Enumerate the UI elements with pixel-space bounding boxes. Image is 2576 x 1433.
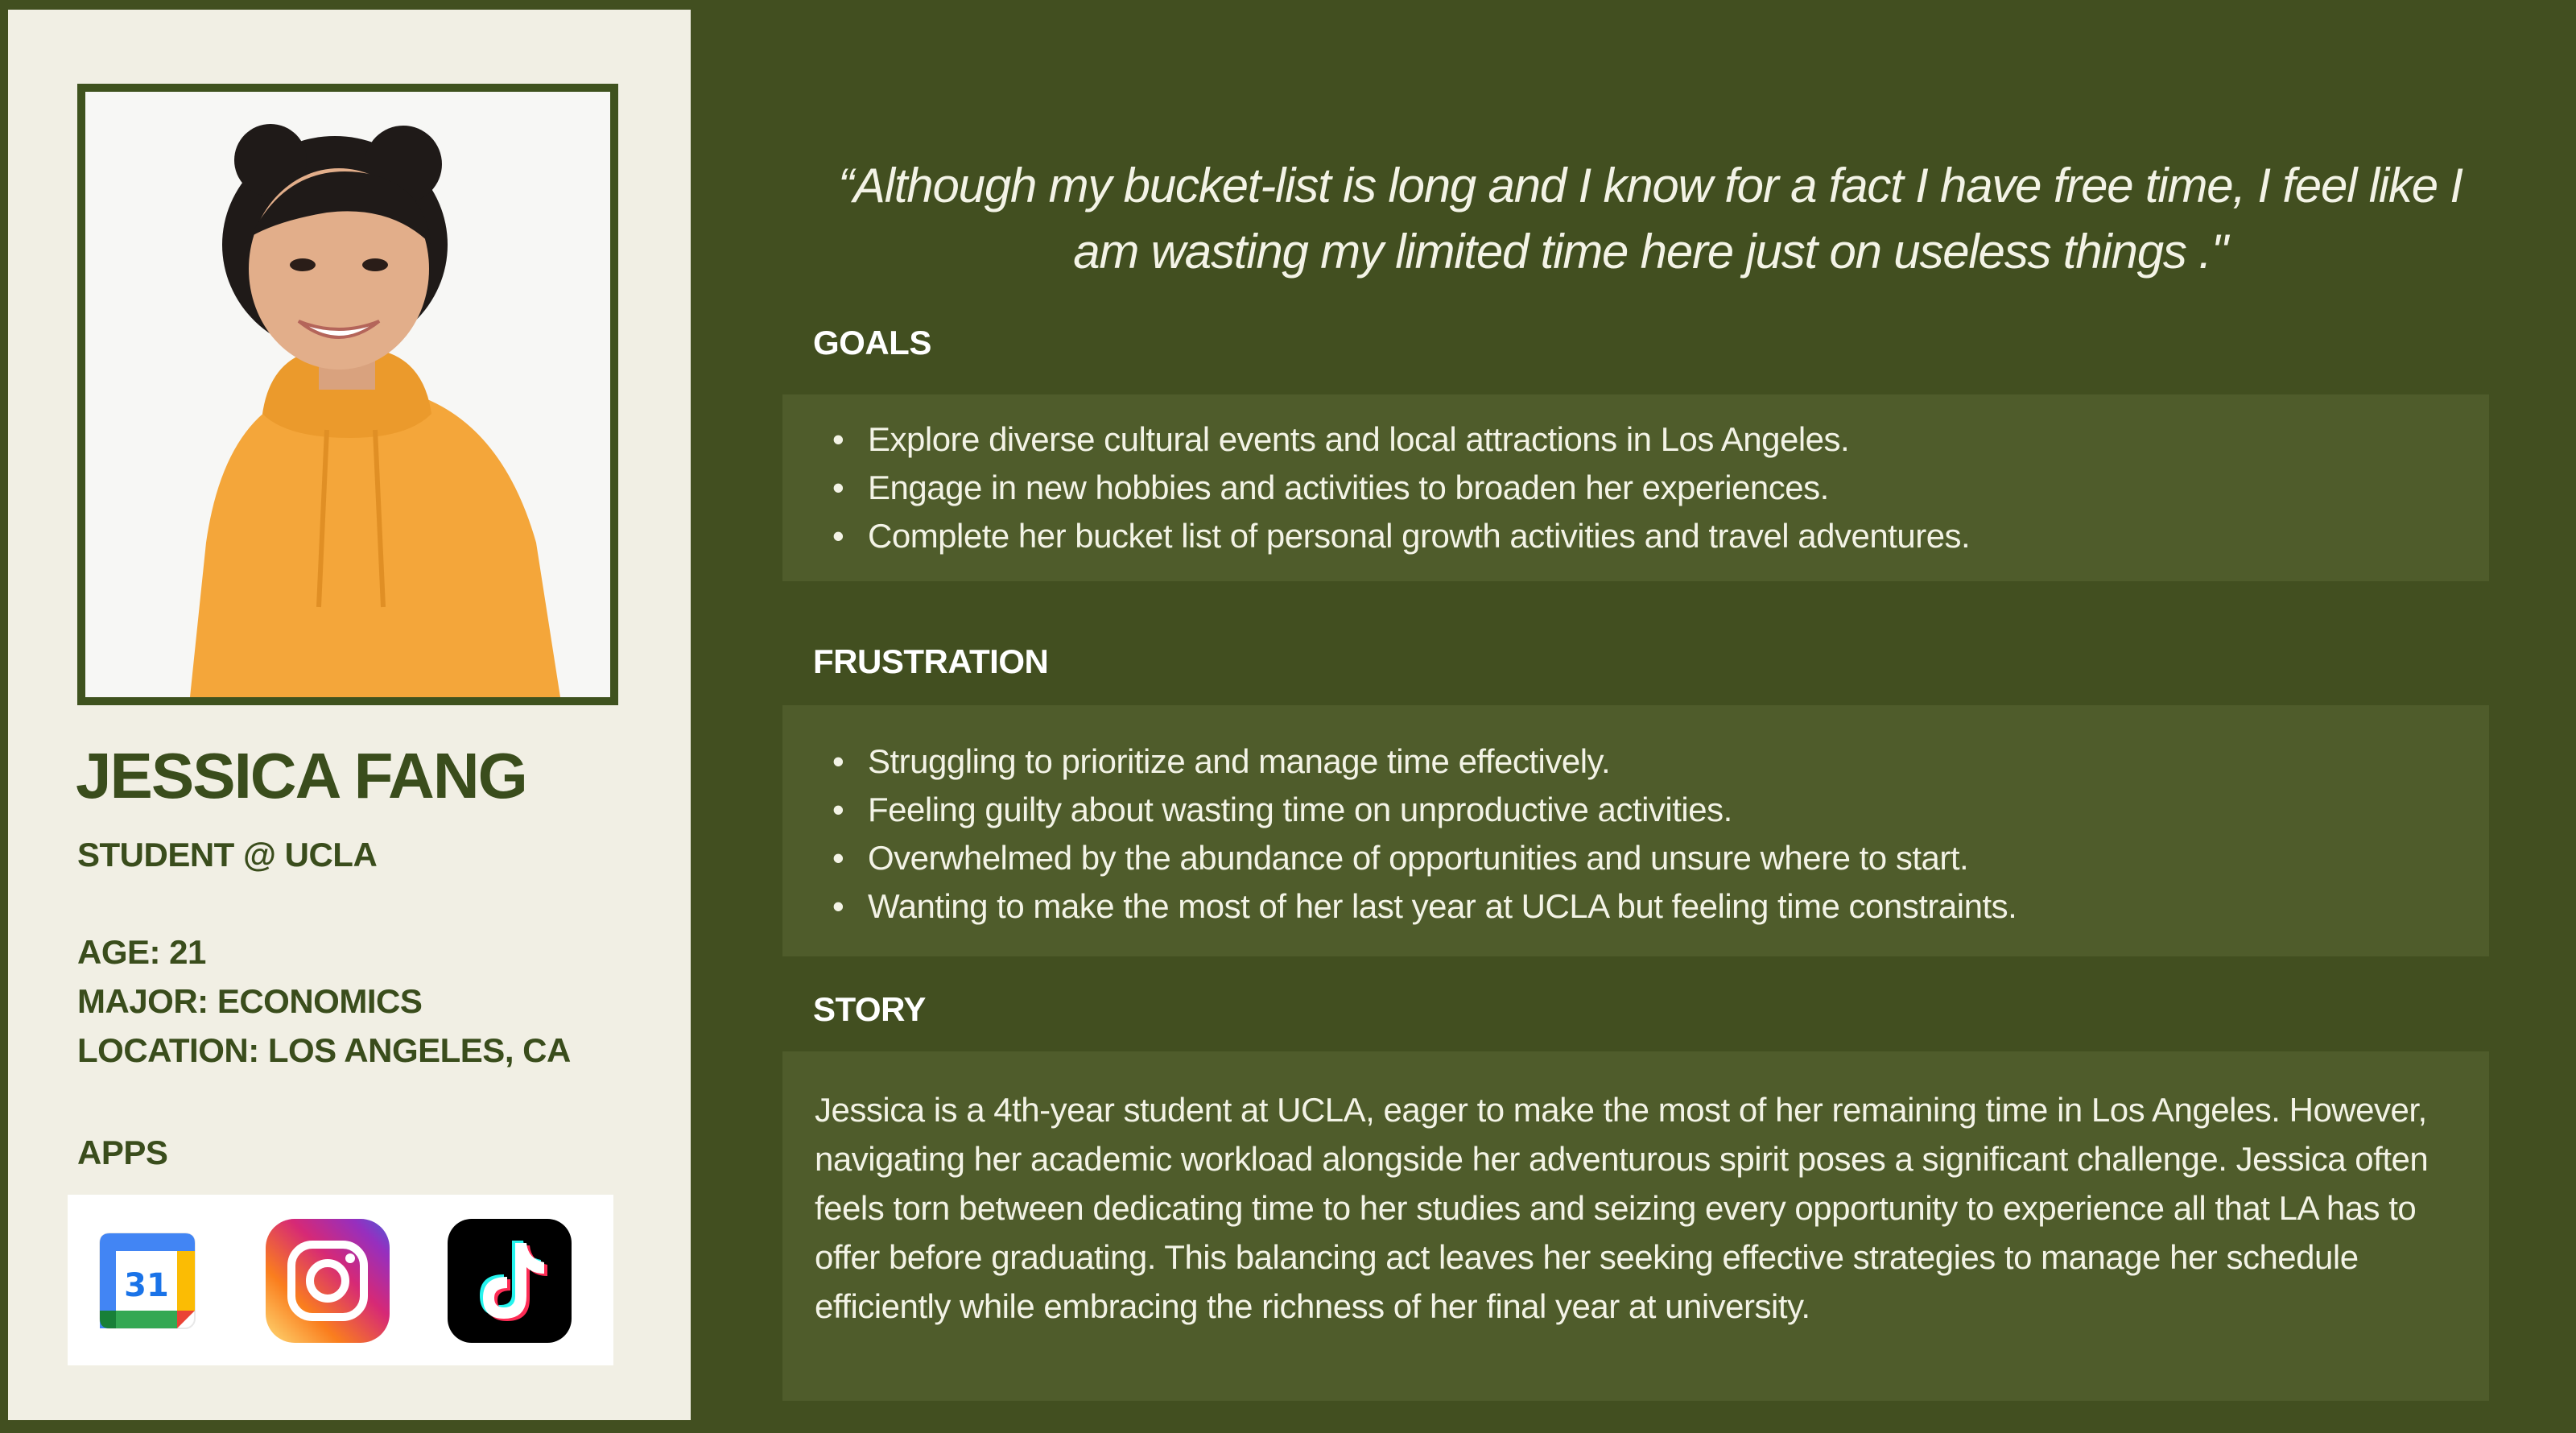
instagram-icon: [266, 1219, 390, 1343]
goals-list: [782, 394, 2489, 560]
story-box: [782, 1051, 2489, 1401]
list-item: • Feeling guilty about wasting time on unproductive activities.: [782, 786, 2489, 834]
goals-heading: GOALS: [813, 324, 931, 361]
persona-age: AGE: 21: [77, 933, 206, 971]
apps-list: [68, 1195, 613, 1365]
profile-panel: [8, 10, 691, 1420]
persona-name: JESSICA FANG: [76, 740, 526, 811]
frustration-heading: FRUSTRATION: [813, 642, 1049, 680]
profile-photo: [77, 84, 618, 705]
frustration-list: [782, 705, 2489, 931]
list-item: • Engage in new hobbies and activities to broaden her experiences.: [782, 464, 2489, 512]
story-text: Jessica is a 4th-year student at UCLA, eager to make the most of her remaining time in Los Angeles. However, navigating her academic workload alongside her adventurous spirit poses a significant challenge. Jessica often feels torn between dedicating time to her studies and seizing every opportunity to experience all that LA has to offer before graduating. This balancing act leaves her seeking effective strategies to manage her schedule efficiently while embracing the richness of her final year at university.: [815, 1091, 2429, 1325]
tiktok-icon: [448, 1219, 572, 1343]
persona-location: LOCATION: LOS ANGELES, CA: [77, 1031, 571, 1069]
story-heading: STORY: [813, 990, 926, 1028]
person-photo-icon: [85, 92, 610, 697]
persona-major: MAJOR: ECONOMICS: [77, 982, 423, 1020]
list-item: • Wanting to make the most of her last year at UCLA but feeling time constraints.: [782, 882, 2489, 931]
list-item: • Struggling to prioritize and manage time effectively.: [782, 737, 2489, 786]
goals-box: [782, 394, 2489, 581]
persona-quote: “Although my bucket-list is long and I know for a fact I have free time, I feel like I am wasting my limited time here just on useless things .": [838, 159, 2462, 279]
persona-occupation: STUDENT @ UCLA: [77, 836, 378, 873]
calendar-date-label: 31: [124, 1267, 169, 1304]
list-item: • Explore diverse cultural events and local attractions in Los Angeles.: [782, 415, 2489, 464]
google-calendar-icon: [85, 1219, 209, 1343]
apps-heading: APPS: [77, 1134, 168, 1171]
list-item: • Overwhelmed by the abundance of opportunities and unsure where to start.: [782, 834, 2489, 882]
frustration-box: [782, 705, 2489, 956]
list-item: • Complete her bucket list of personal growth activities and travel adventures.: [782, 512, 2489, 560]
persona-details: [77, 927, 571, 1075]
